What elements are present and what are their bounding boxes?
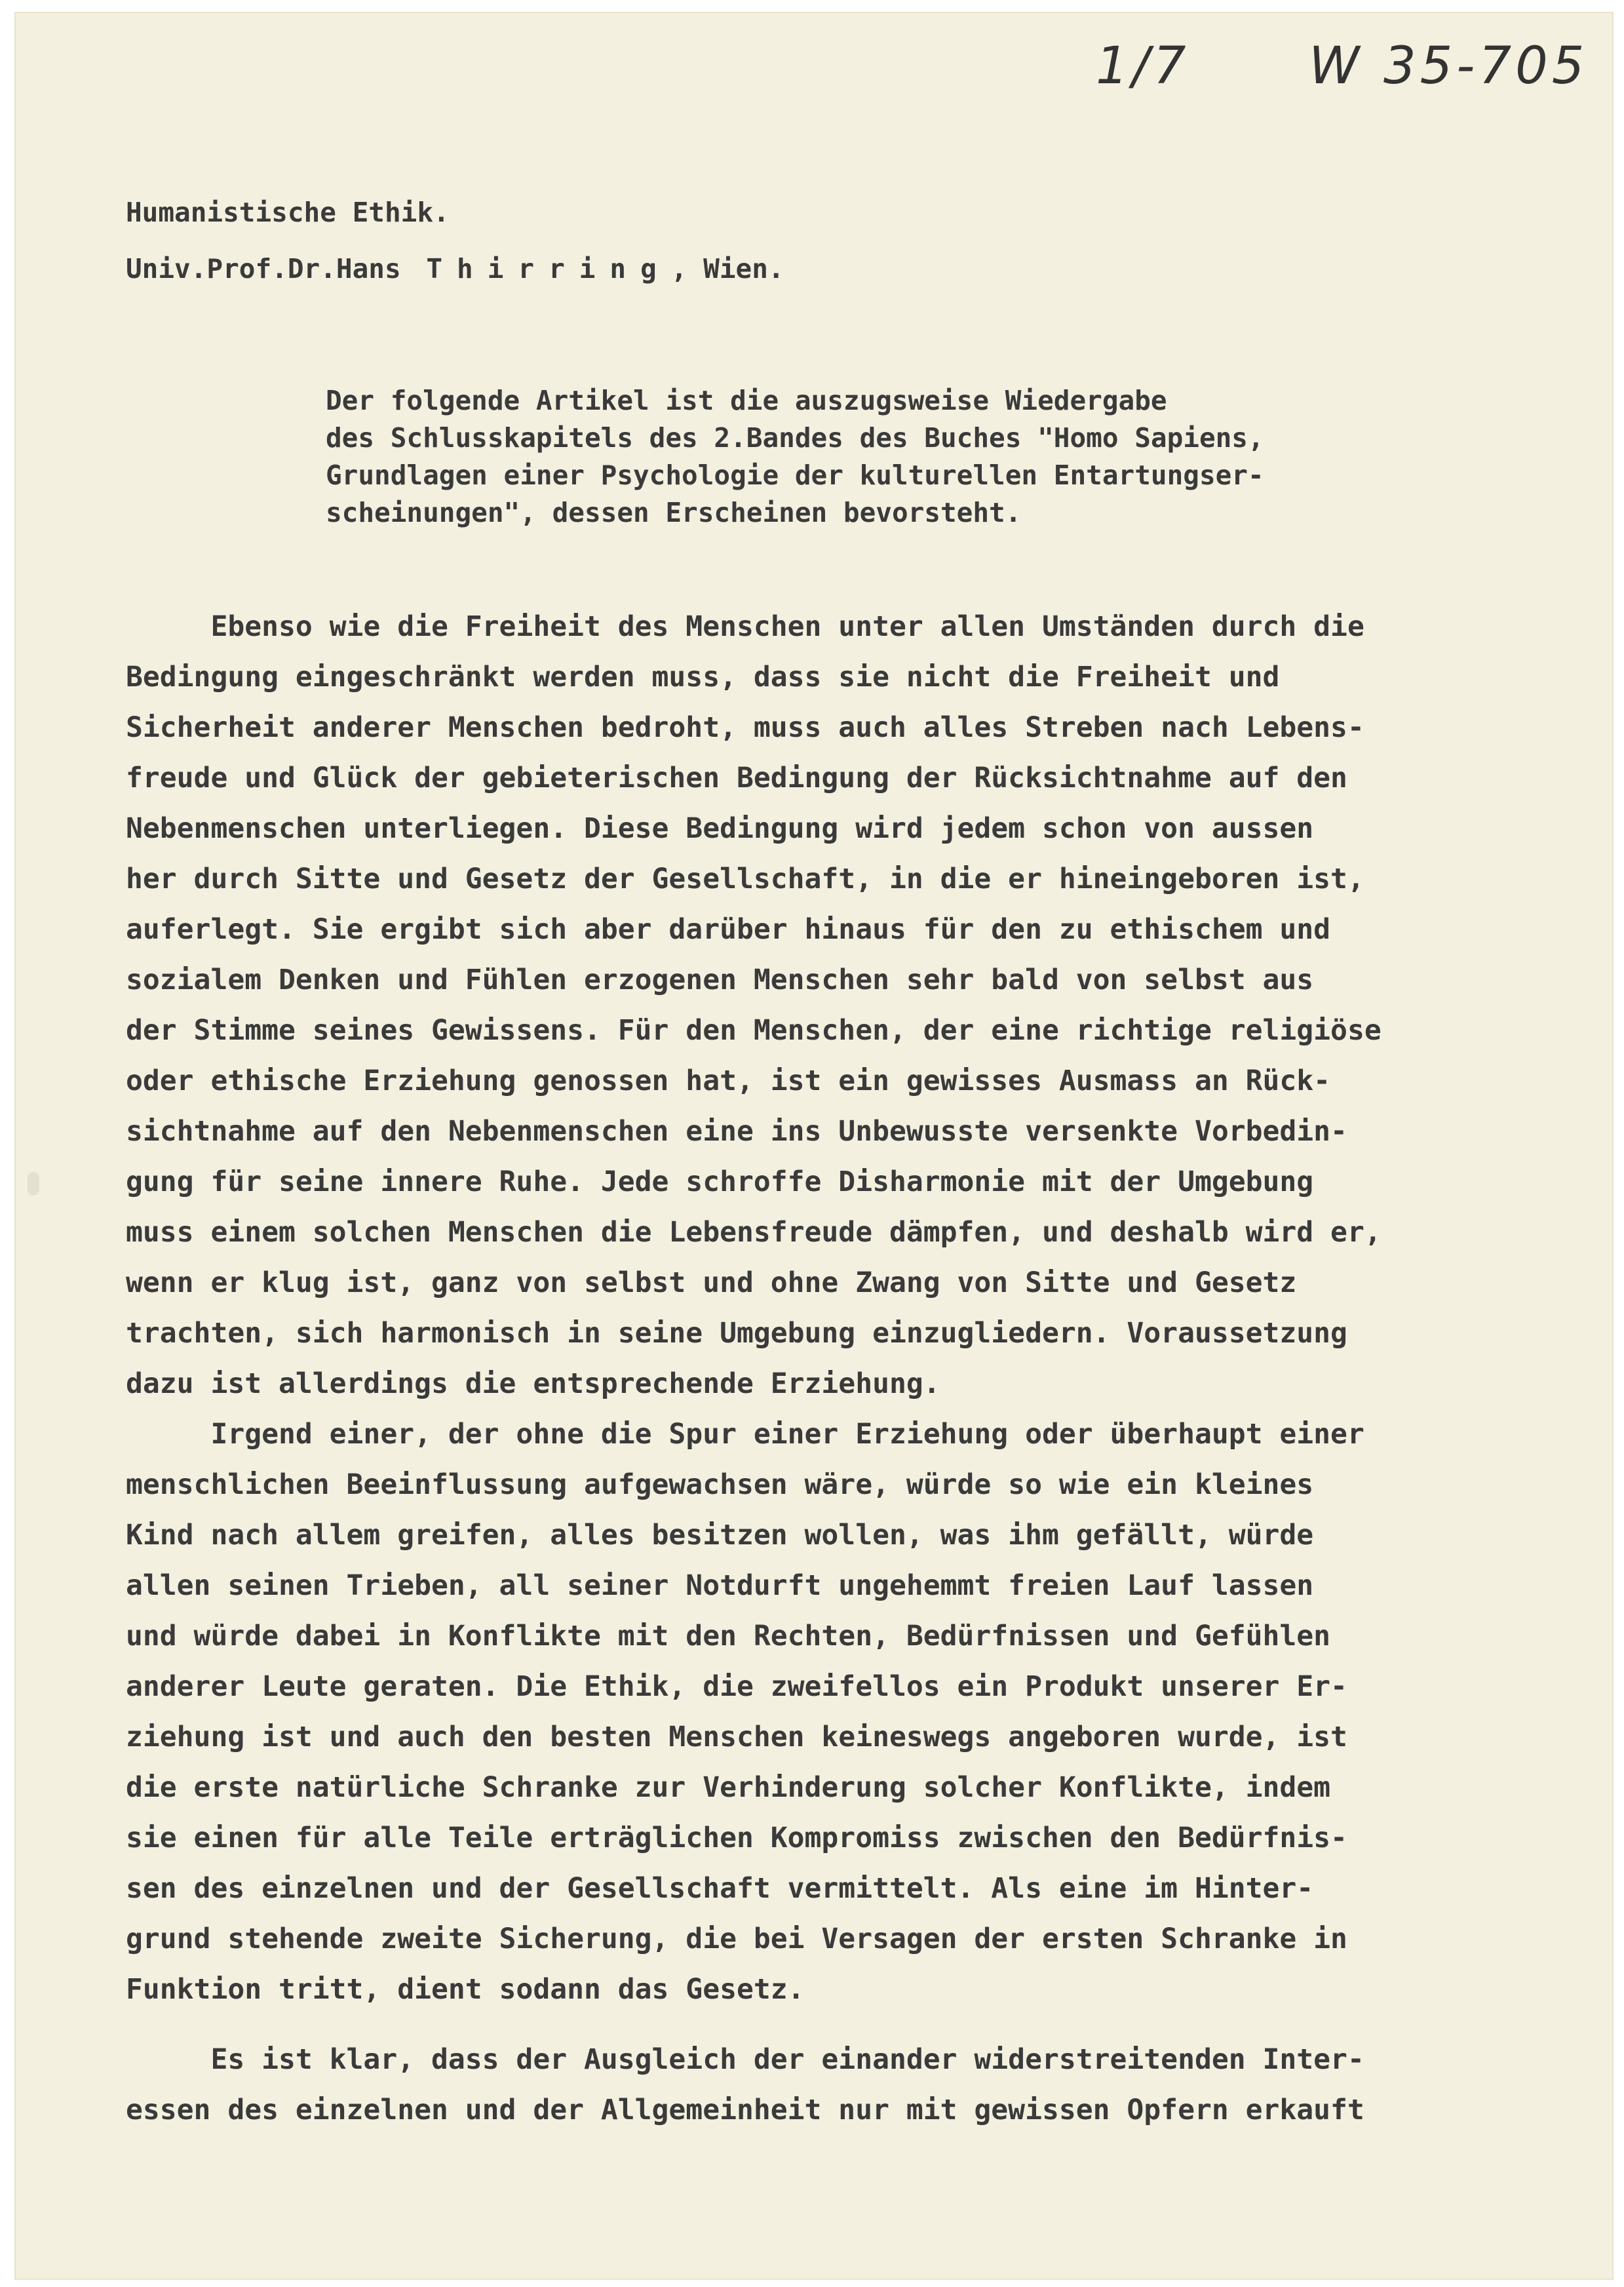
text-line: Funktion tritt, dient sodann das Gesetz.	[126, 1973, 805, 2006]
text-line: die erste natürliche Schranke zur Verhinderung solcher Konflikte, indem	[126, 1771, 1331, 1804]
text-line: der Stimme seines Gewissens. Für den Menschen, der eine richtige religiöse	[126, 1014, 1382, 1047]
text-line: allen seinen Trieben, all seiner Notdurft ungehemmt freien Lauf lassen	[126, 1569, 1314, 1602]
abstract-line: Grundlagen einer Psychologie der kulturellen Entartungser-	[326, 459, 1264, 491]
text-line: und würde dabei in Konflikte mit den Rechten, Bedürfnissen und Gefühlen	[126, 1620, 1331, 1652]
text-line: essen des einzelnen und der Allgemeinheit nur mit gewissen Opfern erkauft	[126, 2094, 1364, 2126]
text-line: Bedingung eingeschränkt werden muss, dass sie nicht die Freiheit und	[126, 661, 1280, 694]
text-line: Nebenmenschen unterliegen. Diese Bedingung wird jedem schon von aussen	[126, 812, 1314, 845]
archive-mark: W 35-705	[1309, 37, 1589, 96]
paragraph-2	[126, 1409, 1584, 2015]
text-line: Irgend einer, der ohne die Spur einer Erziehung oder überhaupt einer	[126, 1418, 1364, 1451]
text-line: sozialem Denken und Fühlen erzogenen Menschen sehr bald von selbst aus	[126, 964, 1314, 996]
page-mark: 1/7	[1096, 37, 1190, 96]
abstract-line: des Schlusskapitels des 2.Bandes des Buches "Homo Sapiens,	[326, 422, 1264, 454]
body-text	[126, 602, 1584, 2136]
text-line: ziehung ist und auch den besten Menschen keineswegs angeboren wurde, ist	[126, 1721, 1347, 1753]
text-line: sie einen für alle Teile erträglichen Kompromiss zwischen den Bedürfnis-	[126, 1822, 1347, 1854]
text-line: gung für seine innere Ruhe. Jede schroffe Disharmonie mit der Umgebung	[126, 1165, 1314, 1198]
text-line: oder ethische Erziehung genossen hat, ist ein gewisses Ausmass an Rück-	[126, 1065, 1331, 1097]
author-name: Thirring	[426, 253, 671, 284]
punch-hole	[28, 1172, 39, 1196]
text-line: Kind nach allem greifen, alles besitzen wollen, was ihm gefällt, würde	[126, 1519, 1314, 1552]
abstract-line: scheinungen", dessen Erscheinen bevorsteht.	[326, 497, 1022, 528]
text-line: dazu ist allerdings die entsprechende Erziehung.	[126, 1367, 940, 1400]
text-line: wenn er klug ist, ganz von selbst und ohne Zwang von Sitte und Gesetz	[126, 1266, 1297, 1299]
author-prefix: Univ.Prof.Dr.Hans	[126, 253, 401, 284]
text-line: grund stehende zweite Sicherung, die bei Versagen der ersten Schranke in	[126, 1923, 1347, 1955]
text-line: freude und Glück der gebieterischen Bedingung der Rücksichtnahme auf den	[126, 762, 1347, 794]
text-line: her durch Sitte und Gesetz der Gesellschaft, in die er hineingeboren ist,	[126, 863, 1364, 895]
text-line: Es ist klar, dass der Ausgleich der einander widerstreitenden Inter-	[126, 2043, 1364, 2076]
text-line: auferlegt. Sie ergibt sich aber darüber hinaus für den zu ethischem und	[126, 913, 1331, 946]
text-line: anderer Leute geraten. Die Ethik, die zweifellos ein Produkt unserer Er-	[126, 1670, 1347, 1703]
text-line: Ebenso wie die Freiheit des Menschen unter allen Umständen durch die	[126, 610, 1364, 643]
abstract-line: Der folgende Artikel ist die auszugsweise Wiedergabe	[326, 385, 1167, 416]
handwritten-marks	[1096, 37, 1588, 96]
author-suffix: , Wien.	[670, 253, 784, 284]
paragraph-3	[126, 2035, 1584, 2136]
text-line: menschlichen Beeinflussung aufgewachsen wäre, würde so wie ein kleines	[126, 1468, 1314, 1501]
document-title: Humanistische Ethik.	[126, 197, 450, 228]
text-line: muss einem solchen Menschen die Lebensfreude dämpfen, und deshalb wird er,	[126, 1216, 1382, 1249]
paragraph-1	[126, 602, 1584, 1409]
text-line: sen des einzelnen und der Gesellschaft vermittelt. Als eine im Hinter-	[126, 1872, 1314, 1905]
document-page	[14, 12, 1614, 2280]
author-line	[126, 253, 784, 284]
text-line: sichtnahme auf den Nebenmenschen eine ins Unbewusste versenkte Vorbedin-	[126, 1115, 1347, 1148]
text-line: Sicherheit anderer Menschen bedroht, muss auch alles Streben nach Lebens-	[126, 711, 1364, 744]
text-line: trachten, sich harmonisch in seine Umgebung einzugliedern. Voraussetzung	[126, 1317, 1347, 1350]
abstract	[326, 382, 1264, 532]
